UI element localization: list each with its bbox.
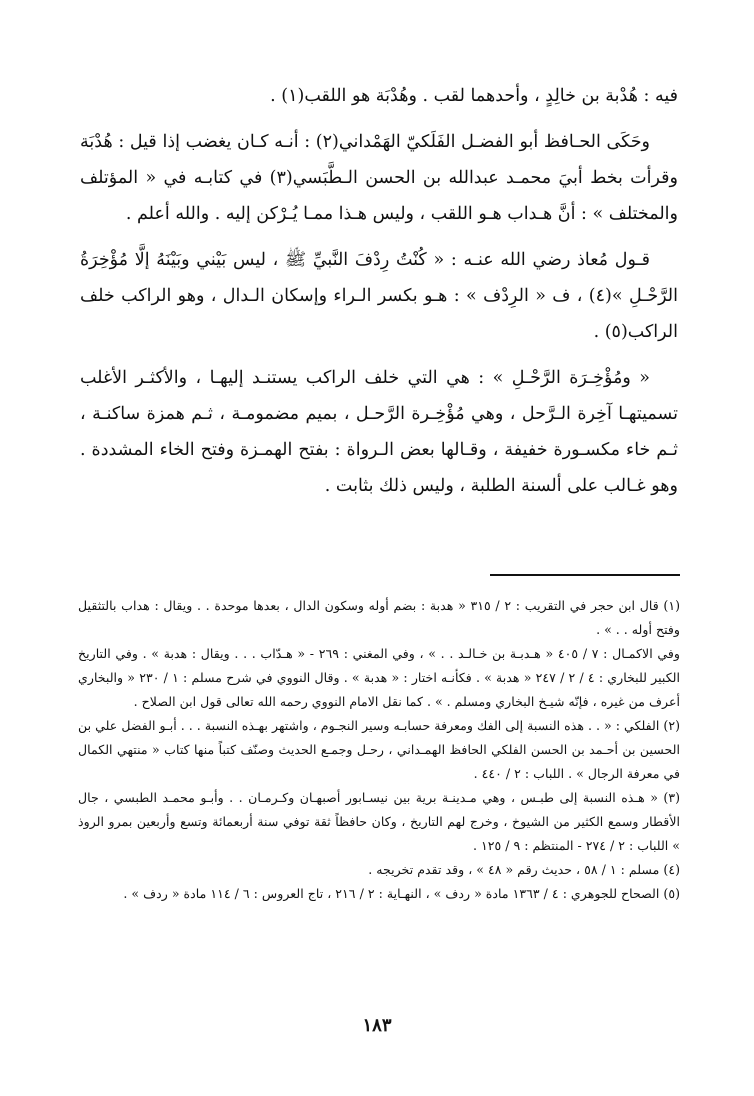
footnote: (٣) « هـذه النسبة إلى طبـس ، وهي مـدينـة برية بين نيسـابور أصبهـان وكـرمـان . . وأبـو محمـد الطبسي ، جال الأقطار وسمع الكثير من الشيوخ ، وخرج لهم التاريخ ، وكان حافظاً ثقة توفي سنة أربعمائة وتسع وأربعين بمرو الروذ » اللباب : ٢ / ٢٧٤ - المنتظم : ٩ / ١٢٥ . [78,790,680,853]
footnote: (٢) الفلكي : « . . هذه النسبة إلى الفك ومعرفة حسابـه وسير النجـوم ، واشتهر بهـذه النسبة . . . أبـو الفضل علي بن الحسين بن أحـمد بن الحسن الفلكي الحافظ الهمـداني ، رحـل وجمـع الحديث وصنّف كتباً منها كتاب « منتهي الكمال في معرفة الرجال » . اللباب : ٢ / ٤٤٠ . [78,718,680,781]
footnote: (١) قال ابن حجر في التقريب : ٢ / ٣١٥ « هدبة : بضم أوله وسكون الدال ، بعدها موحدة . . ويقال : هداب بالتثقيل وفتح أوله . . » . [78,598,681,637]
main-text [80,78,678,514]
footnote: (٥) الصحاح للجوهري : ٤ / ١٣٦٣ مادة « ردف » ، النهـاية : ٢ / ٢١٦ ، تاج العروس : ٦ / ١١٤ مادة « ردف » . [123,886,680,901]
footnotes [78,594,680,906]
page-number: ١٨٣ [362,1015,392,1036]
paragraph: وحَكَى الحـافظ أبو الفضـل الفَلَكيّ الهَمْداني(٢) : أنـه كـان يغضب إذا قيل : هُدْبَة وقرأت بخط أبيَ محمـد عبدالله بن الحسن الـطَّبَسي(٣) في كتابـه في « المؤتلف والمختلف » : أنَّ هـداب هـو اللقب ، وليس هـذا ممـا يُـرْكن إليه . والله أعلم . [80,132,678,224]
footnote: (٤) مسلم : ١ / ٥٨ ، حديث رقم « ٤٨ » ، وقد تقدم تخريجه . [368,862,680,877]
footnote-separator [490,574,680,576]
paragraph: فيه : هُدْبة بن خالِدٍ ، وأحدهما لقب . وهُدْبَة هو اللقب(١) . [270,86,678,106]
paragraph: « ومُؤْخِـرَة الرَّحْـلِ » : هي التي خلف الراكب يستنـد إليهـا ، والأكثـر الأغلب تسميتهـا آخِرة الـرَّحل ، وهي مُؤْخِـرة الرَّحـل ، بميم مضمومـة ، ثـم همزة ساكنـة ، ثـم خاء مكسـورة خفيفة ، وقـالها بعض الـرواة : بفتح الهمـزة وفتح الخاء المشددة . وهو غـالب على ألسنة الطلبة ، وليس ذلك بثابت . [80,368,678,496]
footnote: وفي الاكمـال : ٧ / ٤٠٥ « هـدبـة بن خـالـد . . » ، وفي المغني : ٢٦٩ - « هـدّاب . . . ويقال : هدبة » . وفي التاريخ الكبير للبخاري : ٤ / ٢ / ٢٤٧ « هدبة » . فكأنـه اختار : « هدبة » . وقال النووي في شرح مسلم : ١ / ٢٣٠ « والبخاري أعرف من غيره ، فإنّه شيـخ البخاري ومسلم . » . كما نقل الامام النووي رحمه الله تعالى قول ابن الصلاح . [78,646,680,709]
paragraph: قـول مُعاذ رضي الله عنـه : « كُنْتُ رِدْفَ النَّبيِّ ﷺ ، ليس بَيْني وبَيْنَهُ إلَّا مُؤْخِرَةُ الرَّحْـلِ »(٤) ، ف « الرِدْف » : هـو بكسر الـراء وإسكان الـدال ، وهو الراكب خلف الراكب(٥) . [80,250,678,342]
